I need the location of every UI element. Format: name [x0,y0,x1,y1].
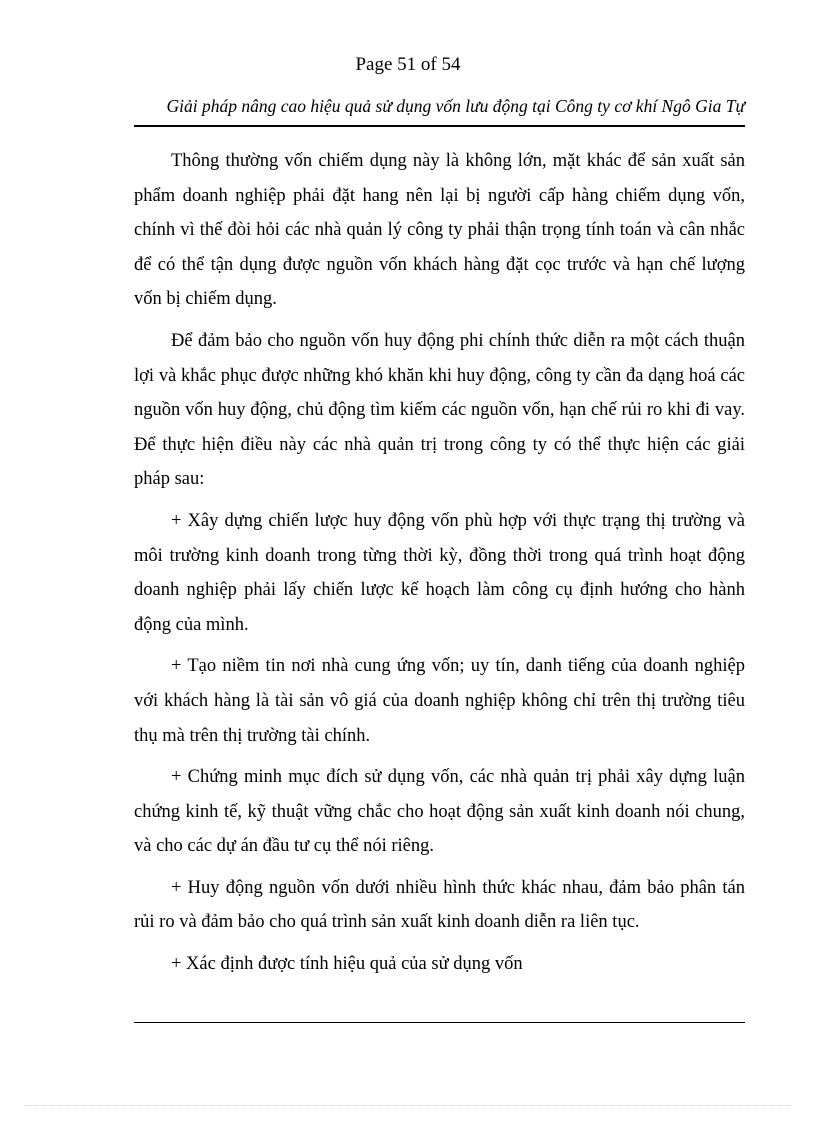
bullet-diversify-forms: + Huy động nguồn vốn dưới nhiều hình thức khác nhau, đảm bảo phân tán rủi ro và đảm bảo cho quá trình sản xuất kinh doanh diễn ra liên tục. [134,877,745,933]
document-body [134,144,745,989]
bullet-funding-strategy: + Xây dựng chiến lược huy động vốn phù hợp với thực trạng thị trường và môi trường kinh doanh trong từng thời kỳ, đồng thời trong quá trình hoạt động doanh nghiệp phải lấy chiến lược kế hoạch làm công cụ định hướng cho hành động của mình. [134,510,745,635]
paragraph-diversify-funding: Để đảm bảo cho nguồn vốn huy động phi chính thức diễn ra một cách thuận lợi và khắc phục được những khó khăn khi huy động, công ty cần đa dạng hoá các nguồn vốn huy động, chủ động tìm kiếm các nguồn vốn, hạn chế rủi ro khi đi vay. Để thực hiện điều này các nhà quản trị trong công ty có thể thực hiện các giải pháp sau: [134,330,745,490]
paragraph-intro: Thông thường vốn chiếm dụng này là không lớn, mặt khác để sản xuất sản phẩm doanh nghiệp phải đặt hang nên lại bị người cấp hàng chiếm dụng vốn, chính vì thế đòi hỏi các nhà quản lý công ty phải thận trọng tính toán và cân nhắc để có thể tận dụng được nguồn vốn khách hàng đặt cọc trước và hạn chế lượng vốn bị chiếm dụng. [134,151,745,310]
bullet-build-trust: + Tạo niềm tin nơi nhà cung ứng vốn; uy tín, danh tiếng của doanh nghiệp với khách hàng là tài sản vô giá của doanh nghiệp không chỉ trên thị trường tiêu thụ mà trên thị trường tài chính. [134,656,745,746]
bullet-prove-purpose: + Chứng minh mục đích sử dụng vốn, các nhà quản trị phải xây dựng luận chứng kinh tế, kỹ thuật vững chắc cho hoạt động sản xuất kinh doanh nói chung, và cho các dự án đầu tư cụ thể nói riêng. [134,767,745,857]
page-bottom-border [24,1105,792,1106]
page-number: Page 51 of 54 [355,54,461,75]
running-header-title: Giải pháp nâng cao hiệu quả sử dụng vốn lưu động tại Công ty cơ khí Ngô Gia Tự [166,96,745,116]
bullet-efficiency: + Xác định được tính hiệu quả của sử dụng vốn [171,954,523,975]
header-divider [134,125,745,127]
footer-divider [134,1022,745,1023]
